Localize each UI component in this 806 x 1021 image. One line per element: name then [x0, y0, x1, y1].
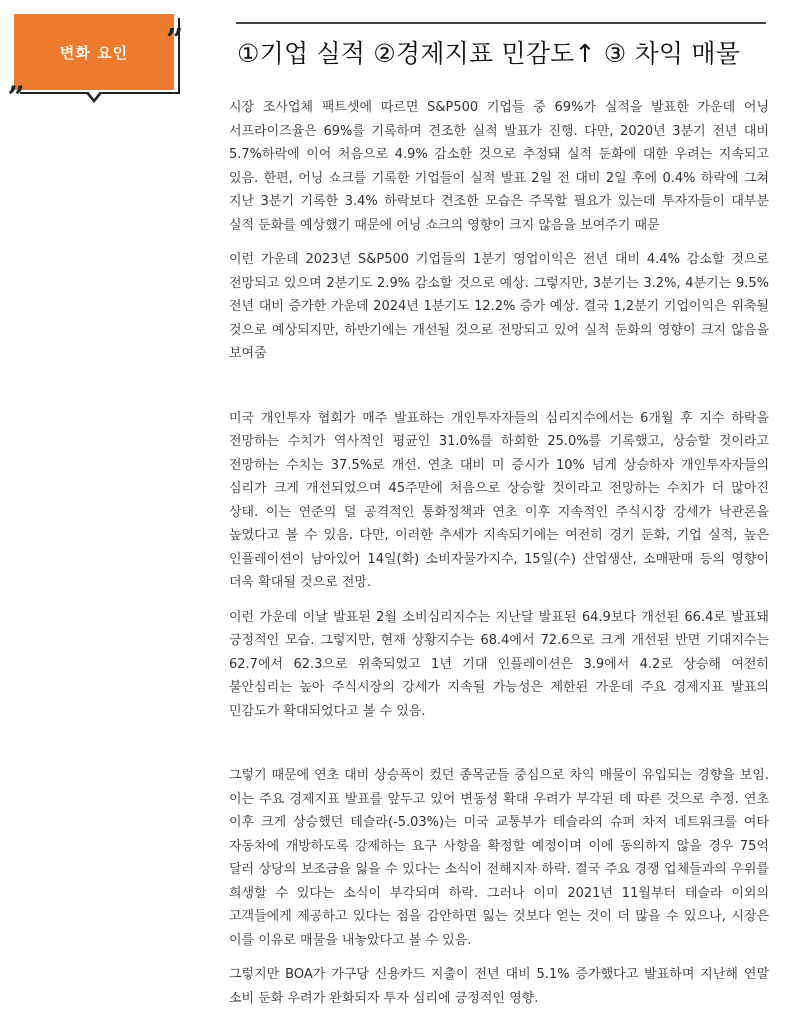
badge-pointer-inner [87, 90, 101, 99]
heading-divider [236, 22, 766, 24]
close-quote-icon: ” [166, 23, 184, 58]
open-quote-icon: „ [8, 63, 26, 98]
paragraph: 이런 가운데 이날 발표된 2월 소비심리지수는 지난달 발표된 64.9보다 개선된 66.4로 발표돼 긍정적인 모습. 그렇지만, 현재 상황지수는 68.4에서 72.6으로 크게 개선된 반면 기대지수는 62.7에서 62.3으로 위축되었고 1년 기대 인플레이션은 3.9에서 4.2로 상승해 여전히 불안심리는 높아 주식시장의 강세가 지속될 가능성은 제한된 가운데 주요 경제지표 발표의 민감도가 확대되었다고 볼 수 있음. [229, 609, 769, 719]
section-earnings [229, 96, 769, 366]
paragraph: 이런 가운데 2023년 S&P500 기업들의 1분기 영업이익은 전년 대비 4.4% 감소할 것으로 전망되고 있으며 2분기도 2.9% 감소할 것으로 예상. 그렇지만, 3분기는 3.2%, 4분기는 9.5% 전년 대비 증가한 가운데 2024년 1분기도 12.2% 증가 예상. 결국 1,2분기 기업이익은 위축될 것으로 예상되지만, 하반기에는 개선될 것으로 전망되고 있어 실적 둔화의 영향이 크지 않음을 보여줌 [229, 252, 769, 361]
paragraph: 그렇기 때문에 연초 대비 상승폭이 컸던 종목군들 중심으로 차익 매물이 유입되는 경향을 보임. 이는 주요 경제지표 발표를 앞두고 있어 변동성 확대 우려가 부각된 데 따른 것으로 추정. 연초 이후 크게 상승했던 테슬라(-5.03%)는 미국 교통부가 테슬라의 슈퍼 차저 네트워크를 여타 자동차에 개방하도록 강제하는 요구 사항을 확정할 예정이며 이에 동의하지 않을 경우 75억 달러 상당의 보조금을 잃을 수 있다는 소식이 전해지자 하락. 결국 주요 경쟁 업체들과의 우위를 희생할 수 있다는 소식이 부각되며 하락. 그러나 이미 2021년 11월부터 테슬라 이외의 고객들에게 제공하고 있다는 점을 감안하면 잃는 것보다 얻는 것이 더 많을 수 있으나, 시장은 이를 이유로 매물을 내놓았다고 볼 수 있음. [229, 768, 769, 948]
section-spacer [229, 734, 769, 764]
section-heading: ①기업 실적 ②경제지표 민감도↑ ③ 차익 매물 [237, 39, 741, 68]
article-body [229, 96, 769, 1021]
paragraph: 그렇지만 BOA가 가구당 신용카드 지출이 전년 대비 5.1% 증가했다고 발표하며 지난해 연말 소비 둔화 우려가 완화되자 투자 심리에 긍정적인 영향. [229, 967, 769, 1006]
section-sentiment [229, 407, 769, 724]
section-profit-taking [229, 764, 769, 1010]
badge-label: 변화 요인 [14, 14, 174, 90]
paragraph: 미국 개인투자 협회가 매주 발표하는 개인투자자들의 심리지수에서는 6개월 후 지수 하락을 전망하는 수치가 역사적인 평균인 31.0%를 하회한 25.0%를 기록했고, 상승할 것이라고 전망하는 수치는 37.5%로 개선. 연초 대비 미 증시가 10% 넘게 상승하자 개인투자자들의 심리가 크게 개선되었으며 45주만에 처음으로 상승할 것이라고 전망하는 수치가 더 많아진 상태. 이는 연준의 덜 공격적인 통화정책과 연초 이후 지속적인 주식시장 강세가 낙관론을 높였다고 볼 수 있음. 다만, 이러한 추세가 지속되기에는 여전히 경기 둔화, 기업 실적, 높은 인플레이션이 남아있어 14일(화) 소비자물가지수, 15일(수) 산업생산, 소매판매 등의 영향이 더욱 확대될 것으로 전망. [229, 410, 769, 590]
change-factors-badge [0, 0, 200, 115]
section-spacer [229, 377, 769, 407]
paragraph: 시장 조사업체 팩트셋에 따르면 S&P500 기업들 중 69%가 실적을 발표한 가운데 어닝 서프라이즈율은 69%를 기록하며 견조한 실적 발표가 진행. 다만, 2020년 3분기 전년 대비 5.7%하락에 이어 처음으로 4.9% 감소한 것으로 추정돼 실적 둔화에 대한 우려는 지속되고 있음. 한편, 어닝 쇼크를 기록한 기업들이 실적 발표 2일 전 대비 2일 후에 0.4% 하락에 그쳐 지난 3분기 기록한 3.4% 하락보다 견조한 모습은 주목할 필요가 있는데 투자자들이 대부분 실적 둔화를 예상했기 때문에 어닝 쇼크의 영향이 크지 않음을 보여주기 때문 [229, 100, 769, 233]
